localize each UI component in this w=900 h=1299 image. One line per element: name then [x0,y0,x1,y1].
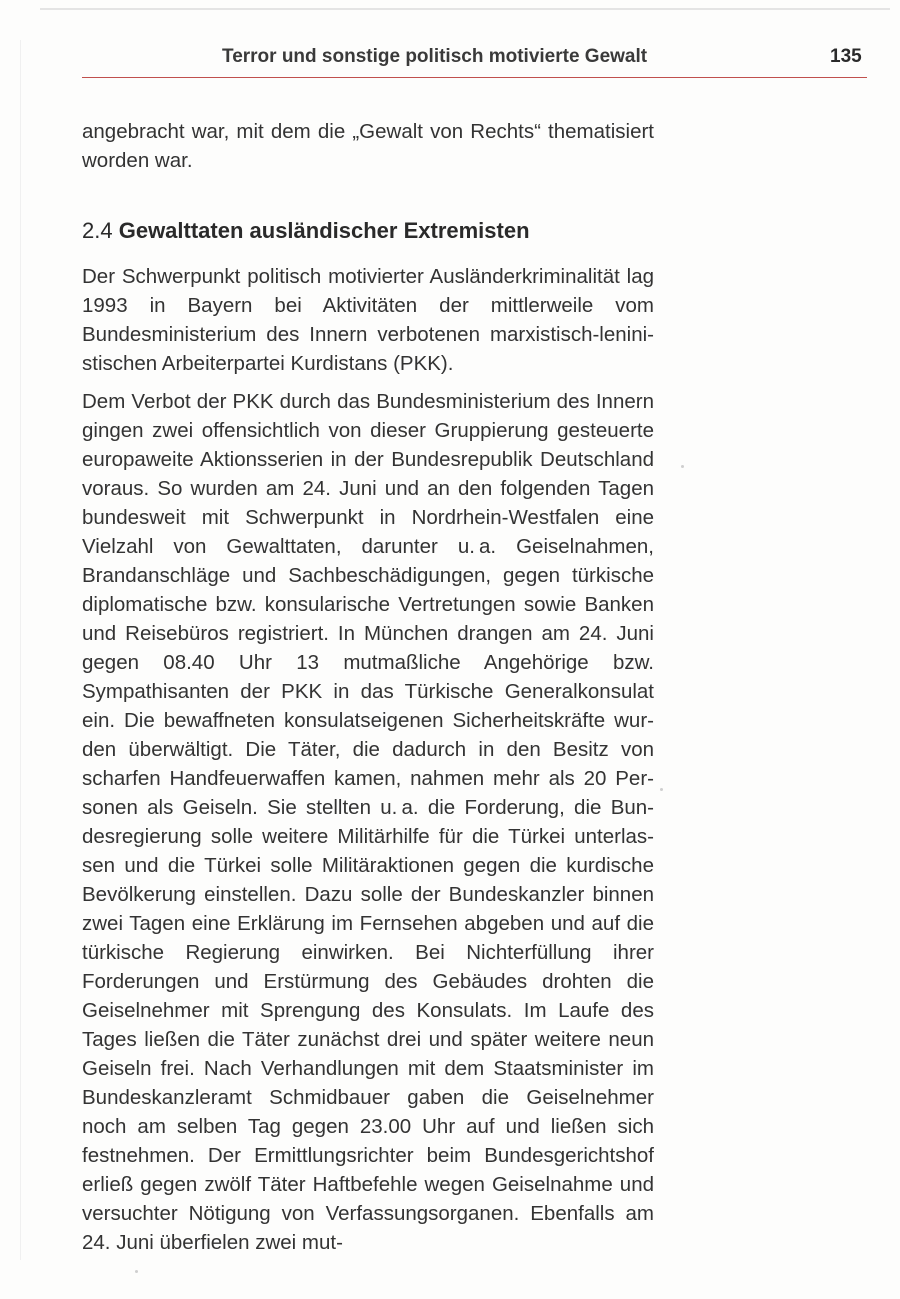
page-number: 135 [830,46,862,67]
section-number: 2.4 [82,218,113,243]
section-title: Gewalttaten ausländischer Extremisten [118,218,530,243]
intro-paragraph: angebracht war, mit dem die „Gewalt von Rechts“ thematisiert worden war. [82,120,654,172]
scan-speck [681,465,684,468]
header-rule [82,77,867,78]
section-heading [82,218,530,244]
intro-paragraph-block [82,117,654,175]
running-title: Terror und sonstige politisch motivierte Gewalt [222,46,648,67]
scan-speck [135,1270,138,1273]
scan-top-edge [40,8,890,10]
scan-speck [660,788,663,791]
paragraph-1-block [82,262,654,378]
paragraph-1: Der Schwerpunkt politisch motivierter Ausländerkriminalität lag 1993 in Bayern bei Aktivitäten der mittlerweile vom Bundesministerium des Innern verbotenen marxistisch-leninistischen Arbeiterpartei Kurdistans (PKK). [82,265,654,375]
paragraph-2-block [82,387,654,1257]
scan-left-edge [20,40,21,1260]
running-header [0,46,900,72]
paragraph-2: Dem Verbot der PKK durch das Bundesministerium des Innern gingen zwei offensichtlich von dieser Gruppierung gesteuerte europaweite Aktionsserien in der Bundesrepublik Deutschland voraus. So wurden am 24. Juni und an den folgenden Tagen bundesweit mit Schwerpunkt in Nordrhein-Westfalen eine Vielzahl von Gewalttaten, darunter u. a. Geiselnahmen, Brandanschläge und Sachbeschädigungen, gegen türkische diplomatische bzw. konsularische Vertretungen sowie Banken und Reisebüros registriert. In München drangen am 24. Juni gegen 08.40 Uhr 13 mutmaßliche Angehörige bzw. Sympathisanten der PKK in das Türkische Generalkonsulat ein. Die bewaffneten konsulatseigenen Sicherheitskräfte wurden überwältigt. Die Täter, die dadurch in den Besitz von scharfen Handfeuerwaffen kamen, nahmen mehr als 20 Personen als Geiseln. Sie stellten u. a. die Forderung, die Bundesregierung solle weitere Militärhilfe für die Türkei unterlassen und die Türkei solle Militäraktionen gegen die kurdische Bevölkerung einstellen. Dazu solle der Bundeskanzler binnen zwei Tagen eine Erklärung im Fernsehen abgeben und auf die türkische Regierung einwirken. Bei Nichterfüllung ihrer Forderungen und Erstürmung des Gebäudes drohten die Geiselnehmer mit Sprengung des Konsulats. Im Laufe des Tages ließen die Täter zunächst drei und später weitere neun Geiseln frei. Nach Verhandlungen mit dem Staatsminister im Bundeskanzleramt Schmidbauer gaben die Geiselnehmer noch am selben Tag gegen 23.00 Uhr auf und ließen sich festnehmen. Der Ermittlungsrichter beim Bundesgerichtshof erließ gegen zwölf Täter Haftbefehle wegen Geiselnahme und versuchter Nötigung von Verfassungsorganen. Ebenfalls am 24. Juni überfielen zwei mut- [82,390,654,1254]
